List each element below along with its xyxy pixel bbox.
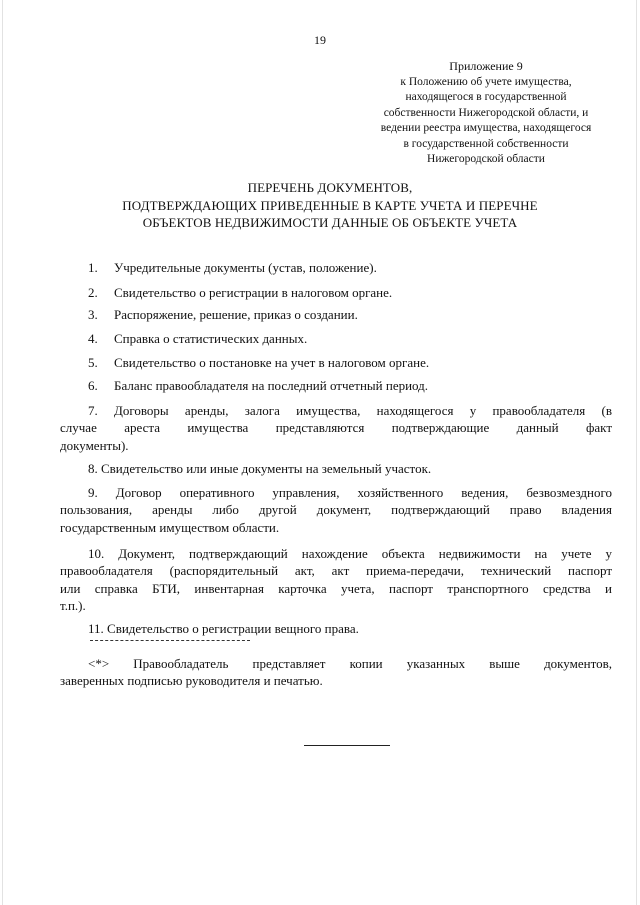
title-line: ОБЪЕКТОВ НЕДВИЖИМОСТИ ДАННЫЕ ОБ ОБЪЕКТЕ УЧЕТА (142, 215, 518, 230)
item-text: Учредительные документы (устав, положение). (114, 260, 377, 275)
appendix-line: Нижегородской области (427, 153, 545, 165)
scan-edge-left (2, 0, 3, 905)
list-item (88, 354, 612, 371)
appendix-header (368, 59, 604, 168)
paragraph-line: или справка БТИ, инвентарная карточка учета, паспорт транспортного средства и (60, 580, 612, 596)
end-rule (304, 745, 390, 746)
item-text: Распоряжение, решение, приказ о создании. (114, 307, 358, 322)
item-text: Справка о статистических данных. (114, 331, 308, 346)
item-number: 4. (88, 331, 98, 346)
appendix-line: в государственной собственности (403, 137, 569, 150)
list-item-8: 8. Свидетельство или иные документы на земельный участок. (88, 461, 432, 476)
appendix-line: к Положению об учете имущества, (400, 75, 572, 88)
list-item (88, 306, 612, 323)
document-title (60, 179, 600, 232)
paragraph-line: <*> Правообладатель представляет копии указанных выше документов, (88, 656, 612, 671)
paragraph-line: правообладателя (распорядительный акт, акт приема-передачи, технический паспорт (60, 563, 612, 579)
list-item-7 (60, 402, 612, 454)
item-number: 6. (88, 378, 98, 393)
paragraph-line: 10. Документ, подтверждающий нахождение объекта недвижимости на учете у (88, 546, 612, 561)
item-text: Свидетельство о регистрации в налоговом органе. (114, 285, 393, 300)
paragraph-line: государственным имуществом области. (60, 519, 280, 535)
item-number: 2. (88, 285, 98, 300)
list-item (88, 330, 612, 347)
paragraph-line: 7. Договоры аренды, залога имущества, находящегося у правообладателя (в (88, 403, 612, 418)
paragraph-line: пользования, аренды либо другой документ, подтверждающий право владения (60, 502, 612, 518)
footnote (60, 655, 612, 690)
item-text: Свидетельство о постановке на учет в налоговом органе. (114, 355, 430, 370)
paragraph-line: 9. Договор оперативного управления, хозяйственного ведения, безвозмездного (88, 485, 612, 500)
appendix-line: собственности Нижегородской области, и (383, 106, 589, 119)
footnote-separator (90, 640, 250, 641)
appendix-line: находящегося в государственной (405, 91, 567, 103)
page-number: 19 (314, 33, 326, 47)
paragraph-line: документы). (60, 437, 129, 453)
appendix-line: ведении реестра имущества, находящегося (380, 122, 592, 134)
title-line: ПОДТВЕРЖДАЮЩИХ ПРИВЕДЕННЫЕ В КАРТЕ УЧЕТА И ПЕРЕЧНЕ (122, 197, 538, 213)
paragraph-line: случае ареста имущества представляются подтверждающие данный факт (60, 420, 612, 436)
list-item (88, 284, 612, 301)
paragraph-line: заверенных подписью руководителя и печатью. (60, 673, 323, 689)
title-line: ПЕРЕЧЕНЬ ДОКУМЕНТОВ, (247, 180, 413, 195)
list-item (88, 377, 612, 394)
appendix-title: Приложение 9 (449, 59, 523, 73)
item-number: 5. (88, 355, 98, 370)
item-number: 1. (88, 260, 98, 275)
list-item-10 (60, 545, 612, 614)
list-item-11: 11. Свидетельство о регистрации вещного права. (88, 621, 359, 636)
item-text: Баланс правообладателя на последний отчетный период. (114, 378, 429, 393)
scan-edge-right (636, 0, 637, 905)
list-item (88, 259, 612, 276)
item-number: 3. (88, 307, 98, 322)
list-item-9 (60, 484, 612, 536)
paragraph-line: т.п.). (60, 597, 86, 613)
